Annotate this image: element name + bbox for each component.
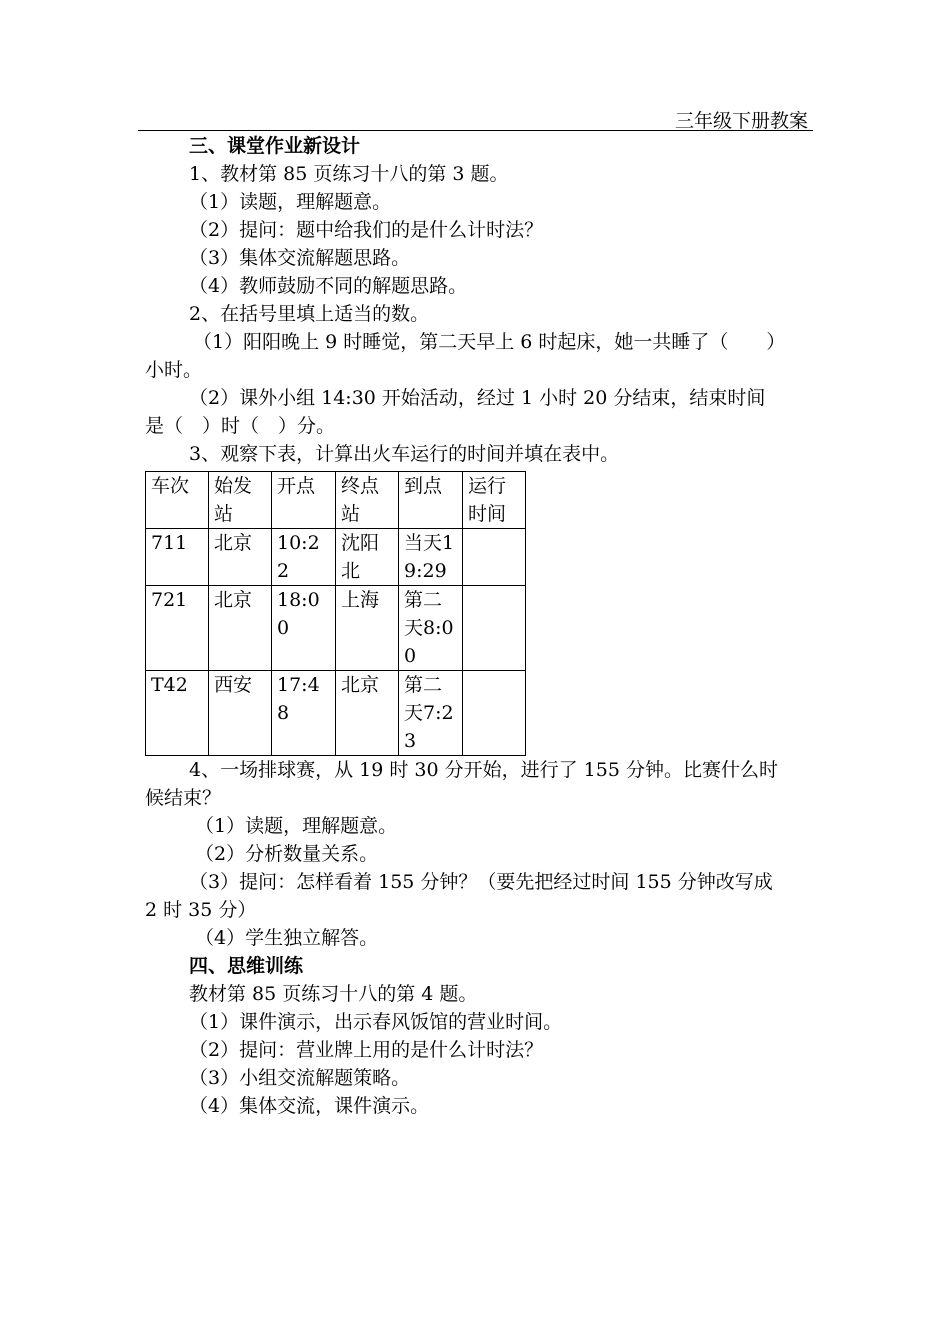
question-text: （1）阳阳晚上 9 时睡觉，第二天早上 6 时起床，她一共睡了（ ） [193,331,786,353]
step-line: 2 时 35 分） [145,899,257,921]
question-title: 1、教材第 85 页练习十八的第 3 题。 [189,163,509,185]
table-cell: 711 [146,529,209,586]
table-header-cell: 终点站 [336,472,399,529]
table-cell: T42 [146,671,209,756]
table-header-cell: 车次 [146,472,209,529]
header-rule [138,130,813,131]
answer-cell [463,586,526,671]
question-title: 3、观察下表，计算出火车运行的时间并填在表中。 [189,443,620,465]
question-text: 是（ ）时（ ）分。 [145,415,336,437]
step-line: （2）提问：题中给我们的是什么计时法？ [189,219,544,241]
table-cell: 北京 [336,671,399,756]
table-cell: 上海 [336,586,399,671]
step-line: （4）学生独立解答。 [195,927,379,949]
step-line: （2）提问：营业牌上用的是什么计时法？ [189,1039,544,1061]
table-cell: 18:00 [272,586,336,671]
table-row [146,586,526,671]
table-cell: 北京 [209,529,272,586]
table-header-cell: 始发站 [209,472,272,529]
step-line: （3）小组交流解题策略。 [189,1067,411,1089]
step-line: （4）集体交流，课件演示。 [189,1095,430,1117]
step-line: （4）教师鼓励不同的解题思路。 [189,275,468,297]
step-line: （1）读题，理解题意。 [195,815,398,837]
step-line: （1）读题，理解题意。 [189,191,392,213]
table-cell: 沈阳北 [336,529,399,586]
question-text: （2）课外小组 14:30 开始活动，经过 1 小时 20 分结束，结束时间 [189,387,766,409]
train-schedule-table [145,471,526,756]
table-header-cell: 到点 [399,472,463,529]
table-cell: 当天19:29 [399,529,463,586]
table-row [146,529,526,586]
answer-cell [463,529,526,586]
table-header-cell: 开点 [272,472,336,529]
table-cell: 第二天8:00 [399,586,463,671]
question-text: 候结束？ [145,787,222,809]
table-cell: 西安 [209,671,272,756]
answer-cell [463,671,526,756]
step-line: （2）分析数量关系。 [195,843,379,865]
table-cell: 第二天7:23 [399,671,463,756]
table-cell: 10:22 [272,529,336,586]
section-heading: 三、课堂作业新设计 [189,135,361,157]
question-text: 小时。 [145,359,203,381]
step-line: （3）提问：怎样看着 155 分钟？（要先把经过时间 155 分钟改写成 [189,871,773,893]
question-title: 2、在括号里填上适当的数。 [189,303,430,325]
section-intro: 教材第 85 页练习十八的第 4 题。 [189,983,478,1005]
table-header-row [146,472,526,529]
table-cell: 721 [146,586,209,671]
document-body [145,132,810,1120]
step-line: （1）课件演示，出示春风饭馆的营业时间。 [189,1011,563,1033]
table-header-cell: 运行时间 [463,472,526,529]
section-heading: 四、思维训练 [189,955,304,977]
table-cell: 北京 [209,586,272,671]
question-text: 4、一场排球赛，从 19 时 30 分开始，进行了 155 分钟。比赛什么时 [189,759,778,781]
table-row [146,671,526,756]
table-cell: 17:48 [272,671,336,756]
document-header: 三年级下册教案 [674,110,808,132]
step-line: （3）集体交流解题思路。 [189,247,411,269]
